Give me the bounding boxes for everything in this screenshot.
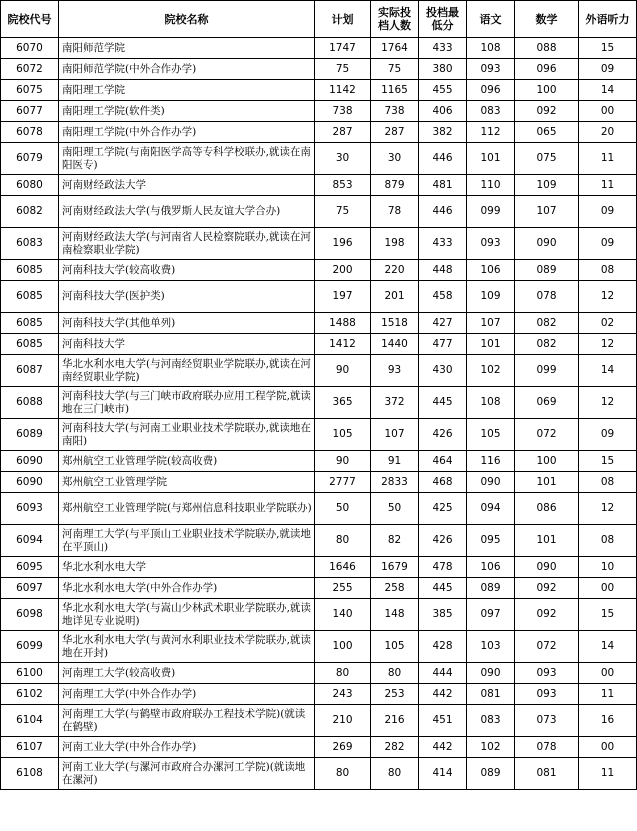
cell-name: 华北水利水电大学(与河南经贸职业学院联办,就读在河南经贸职业学院): [59, 355, 315, 387]
cell-name: 华北水利水电大学: [59, 557, 315, 578]
cell-listening: 14: [579, 355, 637, 387]
cell-code: 6085: [1, 334, 59, 355]
cell-code: 6077: [1, 101, 59, 122]
cell-code: 6070: [1, 38, 59, 59]
cell-math: 090: [515, 557, 579, 578]
cell-listening: 02: [579, 313, 637, 334]
table-row: [1, 472, 637, 493]
table-row: [1, 80, 637, 101]
cell-actual: 50: [371, 493, 419, 525]
cell-chinese: 112: [467, 122, 515, 143]
table-row: [1, 737, 637, 758]
cell-min-score: 442: [419, 684, 467, 705]
cell-chinese: 089: [467, 758, 515, 790]
cell-math: 073: [515, 705, 579, 737]
cell-name: 河南科技大学(其他单列): [59, 313, 315, 334]
cell-min-score: 444: [419, 663, 467, 684]
cell-min-score: 380: [419, 59, 467, 80]
cell-code: 6098: [1, 599, 59, 631]
cell-listening: 09: [579, 419, 637, 451]
cell-min-score: 385: [419, 599, 467, 631]
cell-listening: 08: [579, 472, 637, 493]
cell-min-score: 426: [419, 419, 467, 451]
cell-listening: 00: [579, 737, 637, 758]
cell-name: 南阳师范学院: [59, 38, 315, 59]
cell-chinese: 094: [467, 493, 515, 525]
cell-actual: 91: [371, 451, 419, 472]
cell-actual: 2833: [371, 472, 419, 493]
cell-actual: 1764: [371, 38, 419, 59]
table-body: [1, 38, 637, 790]
header-name: 院校名称: [59, 1, 315, 38]
cell-chinese: 109: [467, 281, 515, 313]
cell-plan: 200: [315, 260, 371, 281]
cell-code: 6090: [1, 472, 59, 493]
table-row: [1, 557, 637, 578]
cell-listening: 16: [579, 705, 637, 737]
cell-math: 078: [515, 737, 579, 758]
cell-min-score: 446: [419, 196, 467, 228]
cell-math: 092: [515, 578, 579, 599]
cell-math: 065: [515, 122, 579, 143]
cell-actual: 1165: [371, 80, 419, 101]
cell-chinese: 106: [467, 557, 515, 578]
table-row: [1, 196, 637, 228]
cell-math: 099: [515, 355, 579, 387]
cell-plan: 100: [315, 631, 371, 663]
cell-math: 075: [515, 143, 579, 175]
cell-math: 101: [515, 525, 579, 557]
cell-plan: 30: [315, 143, 371, 175]
table-row: [1, 355, 637, 387]
cell-actual: 201: [371, 281, 419, 313]
cell-chinese: 116: [467, 451, 515, 472]
cell-code: 6079: [1, 143, 59, 175]
cell-code: 6100: [1, 663, 59, 684]
table-row: [1, 334, 637, 355]
cell-min-score: 382: [419, 122, 467, 143]
cell-actual: 107: [371, 419, 419, 451]
cell-math: 072: [515, 631, 579, 663]
cell-plan: 50: [315, 493, 371, 525]
header-code: 院校代号: [1, 1, 59, 38]
cell-code: 6108: [1, 758, 59, 790]
cell-chinese: 101: [467, 334, 515, 355]
cell-listening: 15: [579, 451, 637, 472]
header-actual: 实际投档人数: [371, 1, 419, 38]
cell-plan: 738: [315, 101, 371, 122]
cell-code: 6093: [1, 493, 59, 525]
cell-code: 6083: [1, 228, 59, 260]
cell-actual: 105: [371, 631, 419, 663]
cell-min-score: 445: [419, 578, 467, 599]
cell-math: 072: [515, 419, 579, 451]
cell-listening: 12: [579, 334, 637, 355]
cell-min-score: 481: [419, 175, 467, 196]
cell-plan: 287: [315, 122, 371, 143]
cell-listening: 20: [579, 122, 637, 143]
cell-code: 6080: [1, 175, 59, 196]
cell-listening: 11: [579, 143, 637, 175]
cell-listening: 08: [579, 525, 637, 557]
cell-name: 河南工业大学(与漯河市政府合办漯河工学院)(就读地在漯河): [59, 758, 315, 790]
cell-math: 088: [515, 38, 579, 59]
cell-actual: 198: [371, 228, 419, 260]
cell-chinese: 106: [467, 260, 515, 281]
cell-listening: 09: [579, 196, 637, 228]
table-row: [1, 631, 637, 663]
cell-name: 河南理工大学(中外合作办学): [59, 684, 315, 705]
cell-name: 河南科技大学(与三门峡市政府联办应用工程学院,就读地在三门峡市): [59, 387, 315, 419]
cell-plan: 197: [315, 281, 371, 313]
cell-name: 郑州航空工业管理学院: [59, 472, 315, 493]
cell-math: 078: [515, 281, 579, 313]
table-row: [1, 59, 637, 80]
cell-math: 069: [515, 387, 579, 419]
cell-chinese: 108: [467, 38, 515, 59]
cell-name: 华北水利水电大学(与黄河水利职业技术学院联办,就读地在开封): [59, 631, 315, 663]
cell-chinese: 083: [467, 705, 515, 737]
cell-math: 082: [515, 313, 579, 334]
cell-listening: 08: [579, 260, 637, 281]
cell-listening: 00: [579, 663, 637, 684]
cell-code: 6082: [1, 196, 59, 228]
cell-code: 6085: [1, 313, 59, 334]
cell-name: 南阳理工学院(软件类): [59, 101, 315, 122]
cell-math: 093: [515, 663, 579, 684]
table-row: [1, 419, 637, 451]
header-min-score: 投档最低分: [419, 1, 467, 38]
cell-chinese: 093: [467, 59, 515, 80]
cell-math: 100: [515, 80, 579, 101]
cell-math: 092: [515, 599, 579, 631]
cell-actual: 220: [371, 260, 419, 281]
table-row: [1, 101, 637, 122]
cell-name: 华北水利水电大学(中外合作办学): [59, 578, 315, 599]
cell-plan: 196: [315, 228, 371, 260]
cell-actual: 80: [371, 663, 419, 684]
table-row: [1, 705, 637, 737]
cell-chinese: 102: [467, 355, 515, 387]
cell-listening: 11: [579, 758, 637, 790]
cell-code: 6107: [1, 737, 59, 758]
cell-name: 河南科技大学: [59, 334, 315, 355]
cell-actual: 1440: [371, 334, 419, 355]
cell-listening: 00: [579, 578, 637, 599]
cell-min-score: 428: [419, 631, 467, 663]
cell-name: 华北水利水电大学(与嵩山少林武术职业学院联办,就读地详见专业说明): [59, 599, 315, 631]
cell-actual: 80: [371, 758, 419, 790]
cell-plan: 1412: [315, 334, 371, 355]
cell-listening: 14: [579, 631, 637, 663]
cell-actual: 282: [371, 737, 419, 758]
cell-min-score: 464: [419, 451, 467, 472]
cell-plan: 75: [315, 196, 371, 228]
cell-listening: 09: [579, 59, 637, 80]
cell-actual: 253: [371, 684, 419, 705]
cell-min-score: 427: [419, 313, 467, 334]
cell-min-score: 477: [419, 334, 467, 355]
cell-min-score: 458: [419, 281, 467, 313]
cell-math: 081: [515, 758, 579, 790]
table-row: [1, 525, 637, 557]
cell-min-score: 446: [419, 143, 467, 175]
cell-name: 河南科技大学(医护类): [59, 281, 315, 313]
cell-plan: 80: [315, 758, 371, 790]
cell-chinese: 090: [467, 472, 515, 493]
cell-code: 6075: [1, 80, 59, 101]
cell-listening: 11: [579, 684, 637, 705]
cell-code: 6089: [1, 419, 59, 451]
cell-chinese: 103: [467, 631, 515, 663]
cell-chinese: 090: [467, 663, 515, 684]
cell-name: 河南财经政法大学: [59, 175, 315, 196]
table-row: [1, 451, 637, 472]
cell-math: 090: [515, 228, 579, 260]
cell-actual: 78: [371, 196, 419, 228]
cell-listening: 10: [579, 557, 637, 578]
table-row: [1, 663, 637, 684]
cell-math: 107: [515, 196, 579, 228]
cell-min-score: 433: [419, 38, 467, 59]
cell-min-score: 433: [419, 228, 467, 260]
cell-plan: 1488: [315, 313, 371, 334]
cell-listening: 12: [579, 493, 637, 525]
cell-name: 南阳理工学院(中外合作办学): [59, 122, 315, 143]
table-row: [1, 599, 637, 631]
table-row: [1, 758, 637, 790]
cell-min-score: 455: [419, 80, 467, 101]
cell-name: 郑州航空工业管理学院(与郑州信息科技职业学院联办): [59, 493, 315, 525]
cell-actual: 82: [371, 525, 419, 557]
cell-actual: 879: [371, 175, 419, 196]
cell-plan: 90: [315, 355, 371, 387]
cell-code: 6078: [1, 122, 59, 143]
cell-name: 郑州航空工业管理学院(较高收费): [59, 451, 315, 472]
cell-actual: 738: [371, 101, 419, 122]
cell-name: 河南财经政法大学(与俄罗斯人民友谊大学合办): [59, 196, 315, 228]
cell-plan: 1646: [315, 557, 371, 578]
table-row: [1, 122, 637, 143]
cell-code: 6099: [1, 631, 59, 663]
cell-name: 河南科技大学(较高收费): [59, 260, 315, 281]
header-math: 数学: [515, 1, 579, 38]
cell-actual: 372: [371, 387, 419, 419]
cell-math: 089: [515, 260, 579, 281]
cell-plan: 105: [315, 419, 371, 451]
cell-code: 6097: [1, 578, 59, 599]
cell-chinese: 102: [467, 737, 515, 758]
table-row: [1, 313, 637, 334]
header-listening: 外语听力: [579, 1, 637, 38]
cell-plan: 140: [315, 599, 371, 631]
cell-listening: 14: [579, 80, 637, 101]
cell-plan: 255: [315, 578, 371, 599]
cell-name: 南阳师范学院(中外合作办学): [59, 59, 315, 80]
cell-plan: 1142: [315, 80, 371, 101]
cell-code: 6072: [1, 59, 59, 80]
cell-chinese: 107: [467, 313, 515, 334]
cell-min-score: 430: [419, 355, 467, 387]
cell-code: 6095: [1, 557, 59, 578]
cell-name: 南阳理工学院(与南阳医学高等专科学校联办,就读在南阳医专): [59, 143, 315, 175]
cell-math: 109: [515, 175, 579, 196]
cell-listening: 12: [579, 281, 637, 313]
cell-math: 101: [515, 472, 579, 493]
cell-plan: 75: [315, 59, 371, 80]
cell-min-score: 451: [419, 705, 467, 737]
cell-chinese: 101: [467, 143, 515, 175]
cell-plan: 365: [315, 387, 371, 419]
cell-chinese: 097: [467, 599, 515, 631]
cell-plan: 80: [315, 525, 371, 557]
header-chinese: 语文: [467, 1, 515, 38]
cell-code: 6088: [1, 387, 59, 419]
cell-plan: 1747: [315, 38, 371, 59]
cell-math: 082: [515, 334, 579, 355]
cell-listening: 09: [579, 228, 637, 260]
table-row: [1, 281, 637, 313]
cell-chinese: 105: [467, 419, 515, 451]
cell-actual: 216: [371, 705, 419, 737]
cell-min-score: 425: [419, 493, 467, 525]
cell-chinese: 096: [467, 80, 515, 101]
cell-math: 092: [515, 101, 579, 122]
table-row: [1, 175, 637, 196]
table-row: [1, 684, 637, 705]
cell-chinese: 110: [467, 175, 515, 196]
cell-listening: 12: [579, 387, 637, 419]
cell-chinese: 093: [467, 228, 515, 260]
cell-math: 096: [515, 59, 579, 80]
cell-min-score: 426: [419, 525, 467, 557]
cell-name: 河南理工大学(与鹤壁市政府联办工程技术学院)(就读在鹤壁): [59, 705, 315, 737]
cell-actual: 287: [371, 122, 419, 143]
cell-listening: 15: [579, 38, 637, 59]
table-row: [1, 578, 637, 599]
cell-chinese: 095: [467, 525, 515, 557]
cell-actual: 75: [371, 59, 419, 80]
cell-plan: 90: [315, 451, 371, 472]
cell-min-score: 478: [419, 557, 467, 578]
cell-code: 6094: [1, 525, 59, 557]
cell-min-score: 448: [419, 260, 467, 281]
cell-actual: 148: [371, 599, 419, 631]
cell-name: 河南科技大学(与河南工业职业技术学院联办,就读地在南阳): [59, 419, 315, 451]
cell-math: 086: [515, 493, 579, 525]
cell-code: 6087: [1, 355, 59, 387]
cell-plan: 2777: [315, 472, 371, 493]
cell-min-score: 445: [419, 387, 467, 419]
cell-code: 6090: [1, 451, 59, 472]
cell-chinese: 089: [467, 578, 515, 599]
cell-name: 河南财经政法大学(与河南省人民检察院联办,就读在河南检察职业学院): [59, 228, 315, 260]
cell-name: 河南理工大学(与平顶山工业职业技术学院联办,就读地在平顶山): [59, 525, 315, 557]
cell-listening: 15: [579, 599, 637, 631]
table-row: [1, 493, 637, 525]
cell-plan: 80: [315, 663, 371, 684]
cell-math: 093: [515, 684, 579, 705]
cell-code: 6085: [1, 260, 59, 281]
cell-min-score: 414: [419, 758, 467, 790]
cell-code: 6102: [1, 684, 59, 705]
cell-name: 河南工业大学(中外合作办学): [59, 737, 315, 758]
cell-listening: 00: [579, 101, 637, 122]
cell-actual: 1679: [371, 557, 419, 578]
table-row: [1, 143, 637, 175]
cell-chinese: 099: [467, 196, 515, 228]
cell-actual: 93: [371, 355, 419, 387]
table-row: [1, 38, 637, 59]
cell-plan: 243: [315, 684, 371, 705]
cell-name: 南阳理工学院: [59, 80, 315, 101]
cell-actual: 258: [371, 578, 419, 599]
cell-actual: 30: [371, 143, 419, 175]
cell-plan: 853: [315, 175, 371, 196]
table-row: [1, 228, 637, 260]
cell-chinese: 083: [467, 101, 515, 122]
cell-code: 6104: [1, 705, 59, 737]
cell-listening: 11: [579, 175, 637, 196]
table-header-row: [1, 1, 637, 38]
header-plan: 计划: [315, 1, 371, 38]
cell-math: 100: [515, 451, 579, 472]
cell-min-score: 468: [419, 472, 467, 493]
cell-min-score: 442: [419, 737, 467, 758]
cell-plan: 210: [315, 705, 371, 737]
cell-plan: 269: [315, 737, 371, 758]
cell-code: 6085: [1, 281, 59, 313]
cell-min-score: 406: [419, 101, 467, 122]
cell-name: 河南理工大学(较高收费): [59, 663, 315, 684]
cell-actual: 1518: [371, 313, 419, 334]
table-row: [1, 387, 637, 419]
table-row: [1, 260, 637, 281]
cell-chinese: 108: [467, 387, 515, 419]
cell-chinese: 081: [467, 684, 515, 705]
